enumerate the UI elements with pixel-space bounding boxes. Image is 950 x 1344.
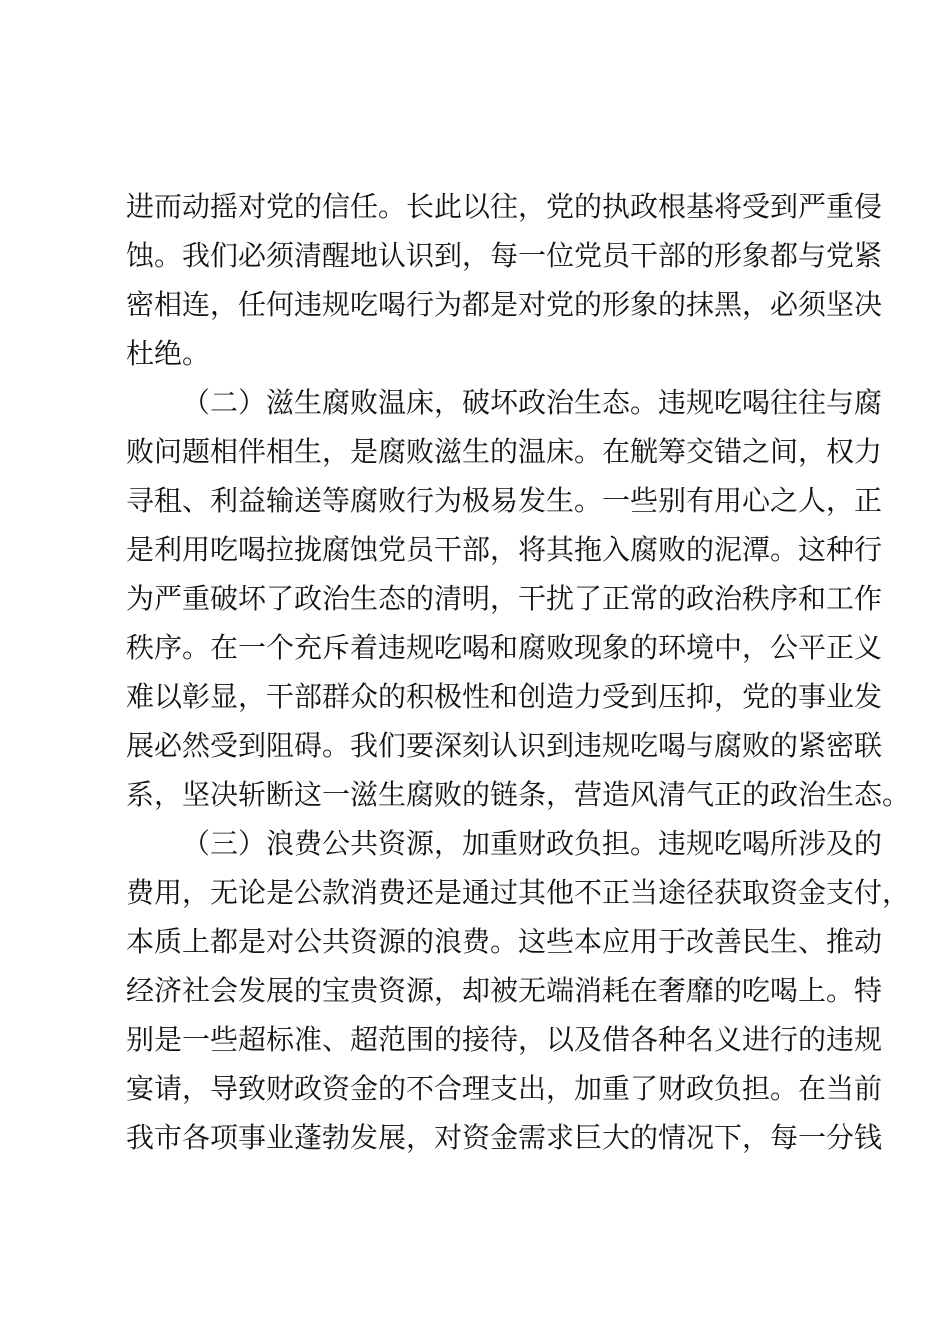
section-heading-line: （二）滋生腐败温床，破坏政治生态。违规吃喝往往与腐 <box>182 386 883 419</box>
text-line: 经济社会发展的宝贵资源，却被无端消耗在奢靡的吃喝上。特 <box>126 974 883 1007</box>
section-heading-line: （三）浪费公共资源，加重财政负担。违规吃喝所涉及的 <box>182 827 883 860</box>
text-line: 密相连，任何违规吃喝行为都是对党的形象的抹黑，必须坚决 <box>126 288 883 321</box>
text-line: 寻租、利益输送等腐败行为极易发生。一些别有用心之人，正 <box>126 484 883 517</box>
text-line: 为严重破坏了政治生态的清明，干扰了正常的政治秩序和工作 <box>126 582 883 615</box>
text-line: 我市各项事业蓬勃发展，对资金需求巨大的情况下，每一分钱 <box>126 1121 883 1154</box>
text-line: 败问题相伴相生，是腐败滋生的温床。在觥筹交错之间，权力 <box>126 435 883 468</box>
body-text <box>126 182 911 1162</box>
text-line: 展必然受到阻碍。我们要深刻认识到违规吃喝与腐败的紧密联 <box>126 729 883 762</box>
text-line: 本质上都是对公共资源的浪费。这些本应用于改善民生、推动 <box>126 925 883 958</box>
text-line: 杜绝。 <box>126 337 211 370</box>
text-line: 是利用吃喝拉拢腐蚀党员干部，将其拖入腐败的泥潭。这种行 <box>126 533 883 566</box>
text-line: 系，坚决斩断这一滋生腐败的链条，营造风清气正的政治生态。 <box>126 778 911 811</box>
text-line: 难以彰显，干部群众的积极性和创造力受到压抑，党的事业发 <box>126 680 883 713</box>
text-line: 宴请，导致财政资金的不合理支出，加重了财政负担。在当前 <box>126 1072 883 1105</box>
text-line: 费用，无论是公款消费还是通过其他不正当途径获取资金支付， <box>126 876 911 909</box>
text-line: 别是一些超标准、超范围的接待，以及借各种名义进行的违规 <box>126 1023 883 1056</box>
text-line: 进而动摇对党的信任。长此以往，党的执政根基将受到严重侵 <box>126 190 883 223</box>
text-line: 秩序。在一个充斥着违规吃喝和腐败现象的环境中，公平正义 <box>126 631 883 664</box>
text-line: 蚀。我们必须清醒地认识到，每一位党员干部的形象都与党紧 <box>126 239 883 272</box>
